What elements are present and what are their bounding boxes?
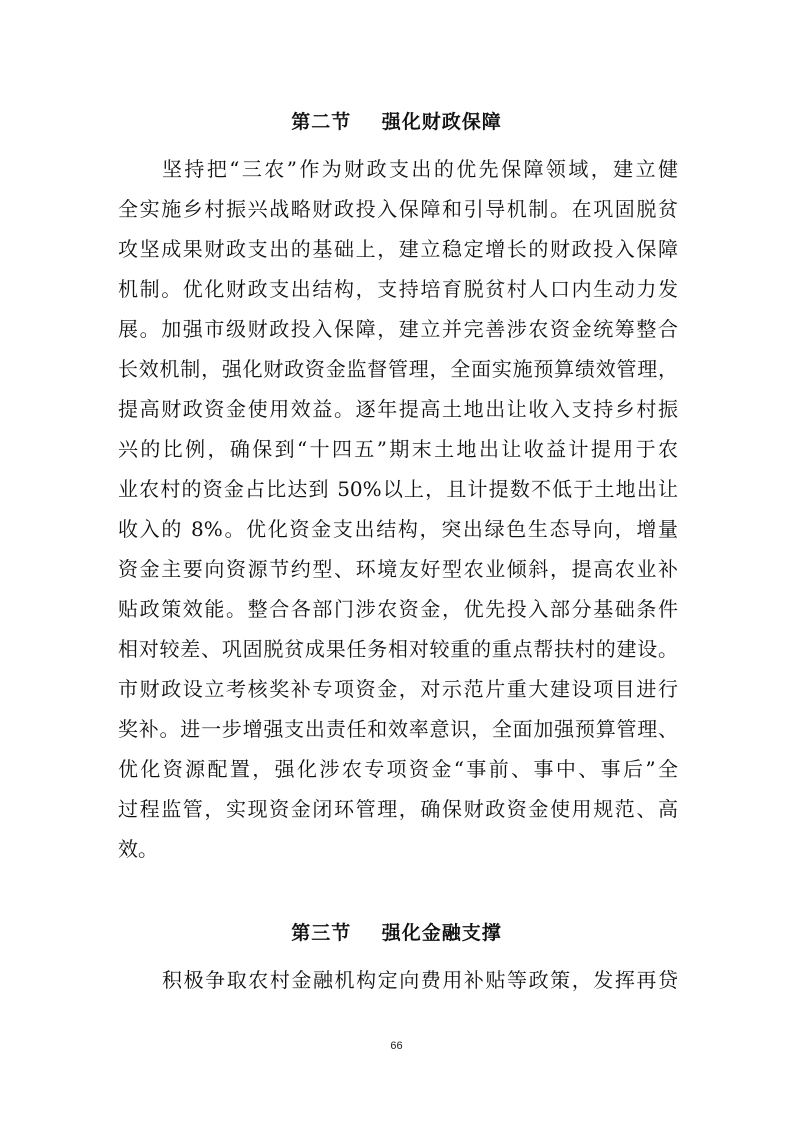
paragraph-line: 提高财政资金使用效益。逐年提高土地出让收入支持乡村振 (118, 397, 678, 421)
paragraph-line: 展。加强市级财政投入保障，建立并完善涉农资金统筹整合 (118, 317, 678, 341)
paragraph-line: 兴的比例，确保到“十四五”期末土地出让收益计提用于农 (118, 437, 678, 461)
paragraph-line: 效。 (118, 837, 158, 861)
page-number: 66 (390, 1040, 403, 1052)
paragraph-line: 长效机制，强化财政资金监督管理，全面实施预算绩效管理， (118, 357, 678, 381)
paragraph-line: 积极争取农村金融机构定向费用补贴等政策，发挥再贷 (162, 968, 678, 992)
paragraph-line: 资金主要向资源节约型、环境友好型农业倾斜，提高农业补 (118, 557, 678, 581)
paragraph-line: 全实施乡村振兴战略财政投入保障和引导机制。在巩固脱贫 (118, 197, 678, 221)
paragraph-line: 贴政策效能。整合各部门涉农资金，优先投入部分基础条件 (118, 597, 678, 621)
paragraph-line: 相对较差、巩固脱贫成果任务相对较重的重点帮扶村的建设。 (118, 637, 678, 661)
paragraph-line: 过程监管，实现资金闭环管理，确保财政资金使用规范、高 (118, 797, 678, 821)
paragraph-line: 奖补。进一步增强支出责任和效率意识，全面加强预算管理、 (118, 717, 678, 741)
section-heading: 第三节 强化金融支撑 (291, 922, 502, 944)
paragraph-line: 坚持把“三农”作为财政支出的优先保障领域，建立健 (162, 157, 678, 181)
paragraph-line: 攻坚成果财政支出的基础上，建立稳定增长的财政投入保障 (118, 237, 678, 261)
paragraph-line: 市财政设立考核奖补专项资金，对示范片重大建设项目进行 (118, 677, 678, 701)
paragraph-line: 收入的 8%。优化资金支出结构，突出绿色生态导向，增量 (118, 517, 678, 541)
paragraph-line: 机制。优化财政支出结构，支持培育脱贫村人口内生动力发 (118, 277, 678, 301)
paragraph-line: 优化资源配置，强化涉农专项资金“事前、事中、事后”全 (118, 757, 678, 781)
paragraph-line: 业农村的资金占比达到 50%以上，且计提数不低于土地出让 (118, 477, 678, 501)
section-heading: 第二节 强化财政保障 (291, 111, 502, 133)
